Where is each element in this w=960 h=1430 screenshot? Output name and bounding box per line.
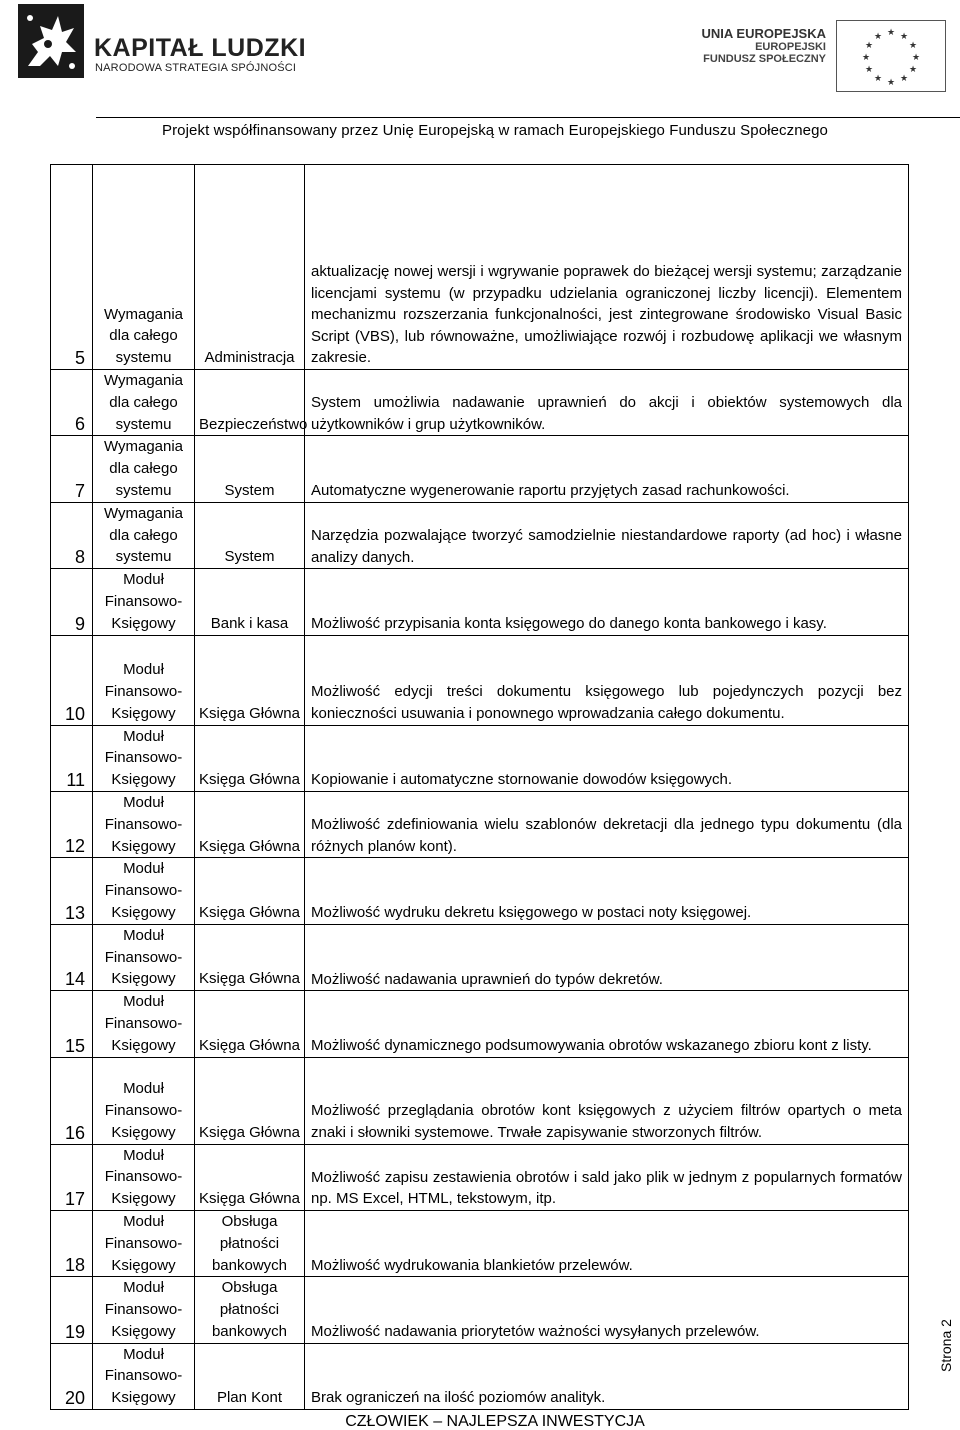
description-cell: Możliwość wydruku dekretu księgowego w postaci noty księgowej. — [305, 858, 909, 924]
table-row — [51, 1277, 909, 1343]
row-number: 7 — [51, 436, 93, 502]
eu-flag-icon — [836, 20, 946, 92]
row-number: 6 — [51, 370, 93, 436]
description-cell: Możliwość wydrukowania blankietów przelewów. — [305, 1210, 909, 1276]
svg-text:★: ★ — [864, 40, 874, 50]
requirements-table-container — [50, 164, 908, 1410]
module-cell: Wymagania dla całego systemu — [93, 370, 195, 436]
svg-text:★: ★ — [873, 73, 883, 83]
row-number: 10 — [51, 635, 93, 725]
svg-text:★: ★ — [861, 52, 871, 62]
module-cell: Moduł Finansowo-Księgowy — [93, 858, 195, 924]
module-cell: Moduł Finansowo-Księgowy — [93, 635, 195, 725]
row-number: 5 — [51, 165, 93, 370]
submodule-cell: System — [195, 502, 305, 568]
description-cell: Możliwość zapisu zestawienia obrotów i sald jako plik w jednym z popularnych formatów np. MS Excel, HTML, tekstowym, itp. — [305, 1144, 909, 1210]
module-cell: Moduł Finansowo-Księgowy — [93, 1277, 195, 1343]
header-divider — [96, 117, 960, 118]
description-cell: Automatyczne wygenerowanie raportu przyjętych zasad rachunkowości. — [305, 436, 909, 502]
description-cell: Możliwość przypisania konta księgowego do danego konta bankowego i kasy. — [305, 569, 909, 635]
module-cell: Moduł Finansowo-Księgowy — [93, 924, 195, 990]
submodule-cell: Plan Kont — [195, 1343, 305, 1409]
eu-logo-text — [686, 26, 826, 65]
description-cell: System umożliwia nadawanie uprawnień do akcji i obiektów systemowych dla użytkowników i grup użytkowników. — [305, 370, 909, 436]
svg-text:★: ★ — [873, 31, 883, 41]
kapital-ludzki-emblem — [18, 4, 84, 78]
svg-text:★: ★ — [911, 52, 921, 62]
description-cell: Możliwość dynamicznego podsumowywania obrotów wskazanego zbioru kont z listy. — [305, 991, 909, 1057]
svg-text:★: ★ — [899, 73, 909, 83]
svg-text:★: ★ — [864, 64, 874, 74]
requirements-table-body — [51, 165, 909, 1410]
module-cell: Wymagania dla całego systemu — [93, 436, 195, 502]
submodule-cell: Księga Główna — [195, 1144, 305, 1210]
row-number: 16 — [51, 1057, 93, 1144]
module-cell: Moduł Finansowo-Księgowy — [93, 991, 195, 1057]
table-row — [51, 791, 909, 857]
module-cell: Moduł Finansowo-Księgowy — [93, 1343, 195, 1409]
kapital-ludzki-title: KAPITAŁ LUDZKI — [94, 34, 307, 62]
row-number: 13 — [51, 858, 93, 924]
row-number: 9 — [51, 569, 93, 635]
module-cell: Wymagania dla całego systemu — [93, 502, 195, 568]
table-row — [51, 1343, 909, 1409]
project-cofinancing-line: Projekt współfinansowany przez Unię Europejską w ramach Europejskiego Funduszu Społecznego — [161, 122, 829, 139]
table-row — [51, 1057, 909, 1144]
table-row — [51, 436, 909, 502]
table-row — [51, 502, 909, 568]
submodule-cell: Obsługa płatności bankowych — [195, 1277, 305, 1343]
description-cell: Kopiowanie i automatyczne stornowanie dowodów księgowych. — [305, 725, 909, 791]
eu-logo-line2: EUROPEJSKI — [755, 41, 826, 53]
submodule-cell: Księga Główna — [195, 725, 305, 791]
table-row — [51, 924, 909, 990]
eu-logo-line1: UNIA EUROPEJSKA — [701, 26, 826, 41]
svg-text:★: ★ — [899, 31, 909, 41]
submodule-cell: Księga Główna — [195, 1057, 305, 1144]
submodule-cell: Bezpieczeństwo — [195, 370, 305, 436]
row-number: 11 — [51, 725, 93, 791]
page-header — [0, 0, 960, 118]
table-row — [51, 1144, 909, 1210]
description-cell: Brak ograniczeń na ilość poziomów analityk. — [305, 1343, 909, 1409]
module-cell: Moduł Finansowo-Księgowy — [93, 1057, 195, 1144]
module-cell: Moduł Finansowo-Księgowy — [93, 725, 195, 791]
module-cell: Moduł Finansowo-Księgowy — [93, 1210, 195, 1276]
row-number: 14 — [51, 924, 93, 990]
submodule-cell: Księga Główna — [195, 858, 305, 924]
module-cell: Moduł Finansowo-Księgowy — [93, 1144, 195, 1210]
table-row — [51, 165, 909, 370]
row-number: 20 — [51, 1343, 93, 1409]
submodule-cell: Księga Główna — [195, 991, 305, 1057]
table-row — [51, 725, 909, 791]
submodule-cell: Księga Główna — [195, 635, 305, 725]
row-number: 12 — [51, 791, 93, 857]
description-cell: Możliwość przeglądania obrotów kont księgowych z użyciem filtrów opartych o meta znaki i słowniki systemowe. Trwałe zapisywanie stworzonych filtrów. — [305, 1057, 909, 1144]
table-row — [51, 858, 909, 924]
module-cell: Moduł Finansowo-Księgowy — [93, 569, 195, 635]
submodule-cell: Obsługa płatności bankowych — [195, 1210, 305, 1276]
eu-logo — [701, 10, 954, 87]
side-page-number: Strona 2 — [938, 1319, 954, 1372]
description-cell: Narzędzia pozwalające tworzyć samodzielnie niestandardowe raporty (ad hoc) i własne analizy danych. — [305, 502, 909, 568]
requirements-table — [50, 164, 909, 1410]
row-number: 18 — [51, 1210, 93, 1276]
description-cell: Możliwość edycji treści dokumentu księgowego lub pojedynczych pozycji bez konieczności usuwania i ponownego wprowadzania całego dokumentu. — [305, 635, 909, 725]
submodule-cell: Administracja — [195, 165, 305, 370]
kapital-ludzki-logo — [18, 4, 318, 78]
eu-logo-line3: FUNDUSZ SPOŁECZNY — [703, 53, 826, 65]
module-cell: Wymagania dla całego systemu — [93, 165, 195, 370]
table-row — [51, 1210, 909, 1276]
module-cell: Moduł Finansowo-Księgowy — [93, 791, 195, 857]
description-cell: Możliwość nadawania uprawnień do typów dekretów. — [305, 924, 909, 990]
row-number: 19 — [51, 1277, 93, 1343]
description-cell: Możliwość nadawania priorytetów ważności wysyłanych przelewów. — [305, 1277, 909, 1343]
submodule-cell: Księga Główna — [195, 791, 305, 857]
row-number: 17 — [51, 1144, 93, 1210]
table-row — [51, 370, 909, 436]
submodule-cell: System — [195, 436, 305, 502]
footer-slogan: CZŁOWIEK – NAJLEPSZA INWESTYCJA — [345, 1413, 645, 1430]
description-cell: Możliwość zdefiniowania wielu szablonów dekretacji dla jednego typu dokumentu (dla różnych planów kont). — [305, 791, 909, 857]
svg-text:★: ★ — [908, 64, 918, 74]
table-row — [51, 635, 909, 725]
submodule-cell: Księga Główna — [195, 924, 305, 990]
svg-text:★: ★ — [908, 40, 918, 50]
row-number: 15 — [51, 991, 93, 1057]
table-row — [51, 991, 909, 1057]
submodule-cell: Bank i kasa — [195, 569, 305, 635]
kapital-ludzki-subtitle: NARODOWA STRATEGIA SPÓJNOŚCI — [95, 62, 297, 74]
table-row — [51, 569, 909, 635]
row-number: 8 — [51, 502, 93, 568]
description-cell: aktualizację nowej wersji i wgrywanie poprawek do bieżącej wersji systemu; zarządzanie licencjami systemu (w przypadku udzielania ograniczonej liczby licencji). Elementem mechanizmu rozszerzania funkcjonalności, jest zintegrowane środowisko Visual Basic Script (VBS), lub równoważne, umożliwiające rozwój i rozbudowę aplikacji we własnym zakresie. — [305, 165, 909, 370]
svg-text:★: ★ — [886, 27, 896, 37]
svg-text:★: ★ — [886, 77, 896, 87]
